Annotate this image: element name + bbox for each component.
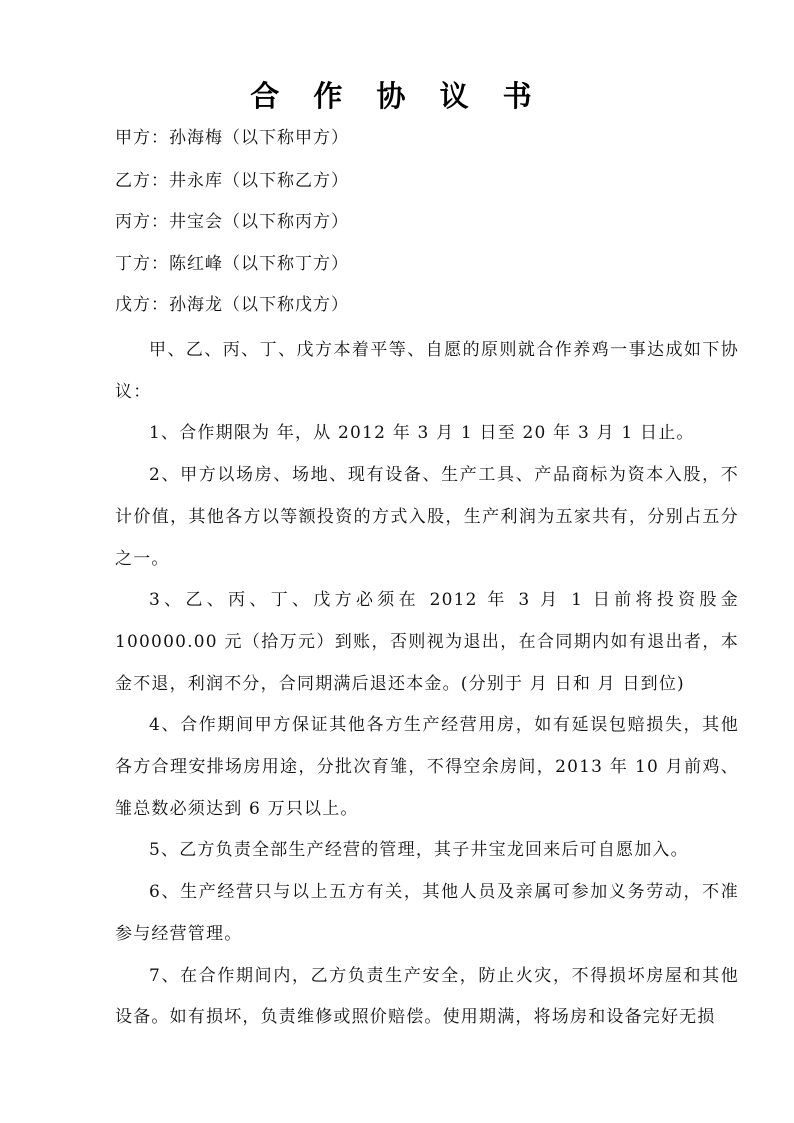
party-bing: 丙方：井宝会（以下称丙方）	[115, 212, 349, 232]
clause-3: 3、乙、丙、丁、戊方必须在 2012 年 3 月 1 日前将投资股金 100000.00 元（拾万元）到账，否则视为退出，在合同期内如有退出者，本金不退，利润不分，合同期满后退还本金。(分别于 月 日和 月 日到位)	[115, 590, 739, 694]
clause-2: 2、甲方以场房、场地、现有设备、生产工具、产品商标为资本入股，不计价值，其他各方以等额投资的方式入股，生产利润为五家共有，分别占五分之一。	[115, 465, 739, 569]
clause-6: 6、生产经营只与以上五方有关，其他人员及亲属可参加义务劳动，不准参与经营管理。	[115, 882, 739, 944]
agreement-body	[115, 330, 739, 1039]
clause-4: 4、合作期间甲方保证其他各方生产经营用房，如有延误包赔损失，其他各方合理安排场房用途，分批次育雏，不得空余房间，2013 年 10 月前鸡、雏总数必须达到 6 万只以上。	[115, 715, 739, 819]
party-yi: 乙方：井永库（以下称乙方）	[115, 171, 349, 191]
preamble-paragraph: 甲、乙、丙、丁、戊方本着平等、自愿的原则就合作养鸡一事达成如下协议：	[115, 340, 739, 402]
party-jia: 甲方：孙海梅（以下称甲方）	[115, 128, 349, 148]
party-wu: 戊方：孙海龙（以下称戊方）	[115, 295, 349, 315]
clause-5: 5、乙方负责全部生产经营的管理，其子井宝龙回来后可自愿加入。	[149, 840, 689, 861]
clause-1: 1、合作期限为 年，从 2012 年 3 月 1 日至 20 年 3 月 1 日止。	[149, 423, 695, 444]
clause-7: 7、在合作期间内，乙方负责生产安全，防止火灾，不得损坏房屋和其他设备。如有损坏，负责维修或照价赔偿。使用期满，将场房和设备完好无损	[115, 965, 739, 1028]
document-title: 合 作 协 议 书	[250, 79, 544, 113]
party-ding: 丁方：陈红峰（以下称丁方）	[115, 254, 349, 274]
